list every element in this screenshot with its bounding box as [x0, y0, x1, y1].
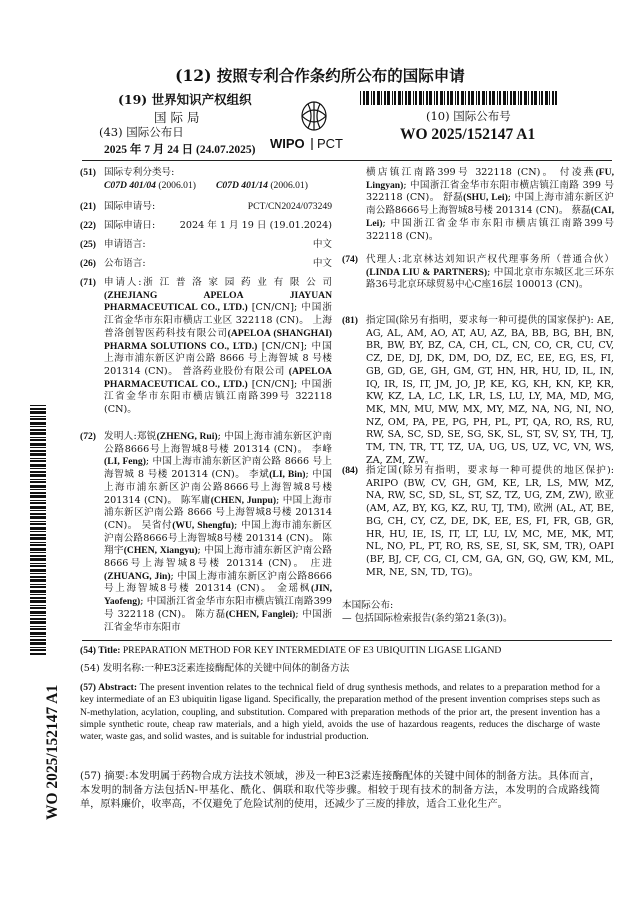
inventor-11-en: (SHU, Lei): [463, 192, 508, 204]
barcode-bar: [30, 600, 46, 603]
barcode-bar: [366, 91, 369, 105]
inventor-9-address-cont: 横店镇江南路399号 322118 (CN)。 付凌燕: [366, 167, 596, 178]
barcode-bar: [30, 639, 46, 641]
inventor-4-address: ; 中国上海市浦东新区沪南公路 8666 号上海智城8号楼 201314 (CN)。: [104, 494, 332, 531]
barcode-bar: [30, 510, 46, 511]
abstract-english-text: The present invention relates to the technical field of drug synthesis methods, and relates to a preparation method for a key intermediate of an E3 ubiquitin ligase ligand. Specifically, the preparation method of the present invention comprises steps such as N-methylation, acylation, coupling, and substitution. Compared with preparation methods of the prior art, the present invention has a simple synthetic route, cheap raw materials, and a high yield, avoids the use of hazardous reagents, reduces the discharge of waste water, waste gas, and solid wastes, and is suitable for industrial production.: [80, 682, 601, 743]
barcode-bar: [30, 468, 46, 469]
applicants-label: 申请人:: [104, 277, 142, 288]
barcode-bar: [447, 91, 449, 105]
barcode-bar: [468, 91, 470, 105]
barcode-bar: [497, 91, 498, 105]
inventor-2-name: 李峰: [312, 443, 333, 455]
barcode-bar: [30, 597, 46, 599]
barcode-bar: [30, 584, 46, 585]
barcode-bar: [30, 527, 46, 530]
ipc-class-1: C07D 401/04: [104, 179, 156, 191]
barcode-bar: [377, 91, 380, 105]
barcode-bar: [30, 489, 46, 490]
barcode-bar: [408, 91, 411, 105]
barcode-bar: [30, 565, 46, 567]
entry-22-number: (22): [80, 220, 96, 231]
document-title: (12) 按照专利合作条约所公布的国际申请: [175, 66, 465, 85]
barcode-bar: [486, 91, 487, 105]
inventor-8-en: (JIN, Yaofeng): [104, 583, 333, 608]
publication-number-value: WO 2025/152147 A1: [400, 126, 536, 143]
barcode-bar: [503, 91, 506, 105]
inventors-continued: [342, 167, 614, 243]
entry-51-label: 国际专利分类号:: [104, 167, 175, 178]
entry-26: [80, 258, 332, 271]
barcode-bar: [476, 91, 477, 105]
barcode-bar: [30, 405, 46, 406]
barcode-bar: [30, 513, 46, 515]
entry-25-number: (25): [80, 239, 96, 250]
title-chinese: [80, 663, 600, 675]
barcode-bar: [30, 590, 46, 593]
barcode-bar: [30, 586, 46, 588]
barcode-bar: [30, 628, 46, 630]
inventors-continued-text: [366, 167, 614, 243]
inventor-5-name: 吴省付: [141, 519, 173, 531]
inventor-11-address: ; 中国上海市浦东新区沪南公路8666号上海智城8号楼 201314 (CN)。 蔡磊: [366, 192, 614, 217]
entry-25: [80, 239, 332, 252]
international-bureau: 国 际 局: [154, 110, 200, 125]
barcode-bar: [387, 91, 390, 105]
abstract-english: [80, 682, 600, 743]
entry-22: [80, 220, 332, 233]
barcode-bar: [30, 555, 46, 557]
barcode-bar: [30, 636, 46, 637]
barcode-bar: [30, 653, 46, 655]
barcode-bar: [465, 91, 466, 105]
barcode-bar: [455, 91, 456, 105]
entry-51-number: (51): [80, 167, 96, 178]
barcode-bar: [524, 91, 527, 105]
barcode-bar: [30, 506, 46, 509]
barcode-bar: [513, 91, 516, 105]
barcode-bar: [30, 426, 46, 427]
ipc-date-1: (2006.01): [158, 179, 196, 191]
inventor-1-name: 郑锐: [136, 431, 157, 442]
applicant-3-en: (APELOA PHARMACEUTICAL CO., LTD.): [104, 365, 332, 390]
barcode-bar: [482, 91, 485, 105]
barcode-bar: [381, 91, 382, 105]
entry-72-number: (72): [80, 431, 96, 442]
barcode-bar: [371, 91, 372, 105]
barcode-bar: [30, 569, 46, 572]
entry-25-label: 申请语言:: [104, 239, 146, 250]
entry-26-label: 公布语言:: [104, 258, 146, 269]
barcode-bar: [30, 542, 46, 543]
barcode-bar: [555, 91, 557, 105]
inventor-1-en: (ZHENG, Rui): [156, 431, 218, 442]
barcode-bar: [413, 91, 414, 105]
barcode-bar: [30, 615, 46, 616]
barcode-bar: [30, 474, 46, 477]
barcode-bar: [405, 91, 407, 105]
title-english-text: PREPARATION METHOD FOR KEY INTERMEDIATE OF E3 UBIQUITIN LIGASE LIGAND: [122, 645, 502, 656]
barcode-bar: [30, 611, 46, 614]
side-barcode-graphic: [30, 405, 46, 655]
applicant-1-en: (ZHEJIANG APELOA JIAYUAN PHARMACEUTICAL CO., LTD.): [104, 289, 332, 314]
ipc-class-2: C07D 401/14: [215, 179, 268, 191]
barcode-bar: [30, 642, 46, 645]
barcode-bar: [30, 521, 46, 522]
ipc-date-2: (2006.01): [270, 179, 308, 191]
left-column: [80, 167, 332, 637]
inventor-9-en: (CHEN, Fanglei): [225, 608, 296, 620]
top-barcode-graphic: [360, 91, 557, 105]
barcode-bar: [30, 500, 46, 501]
barcode-bar: [492, 91, 495, 105]
entry-51: [80, 167, 332, 192]
publication-number-label: (10) 国际公布号: [426, 109, 511, 123]
barcode-bar: [30, 416, 46, 417]
barcode-bar: [444, 91, 445, 105]
agent-label: 代理人:: [366, 254, 402, 265]
entry-74-number: (74): [342, 254, 358, 265]
applicant-2-en: (APELOA (SHANGHAI) PHARMA SOLUTIONS CO., LTD.): [104, 327, 333, 352]
entry-74: [342, 254, 614, 292]
inventor-4-name: 陈军庸: [180, 494, 211, 506]
published-label: 本国际公布:: [342, 600, 394, 611]
publication-date-block: [99, 124, 314, 157]
barcode-bar: [30, 411, 46, 414]
wipo-logo-text: WIPO: [270, 136, 305, 151]
barcode-bar: [457, 91, 459, 105]
barcode-bar: [30, 607, 46, 609]
barcode-bar: [510, 91, 512, 105]
barcode-bar: [30, 458, 46, 459]
abstract-chinese-label: (57) 摘要:: [80, 771, 129, 782]
barcode-bar: [30, 621, 46, 624]
inventor-10-address: ; 中国浙江省金华市东阳市横店镇江南路 399 号 322118 (CN)。 舒磊: [366, 179, 614, 204]
barcode-bar: [534, 91, 537, 105]
inventor-2-address: ; 中国上海市浦东新区沪南公路 8666 号上海智城 8 号楼 201314 (CN)。: [104, 456, 332, 481]
publication-number-block: [400, 108, 600, 144]
publication-date-label: (43) 国际公布日: [99, 125, 184, 139]
abstract-chinese: [80, 770, 600, 812]
inventor-5-address: ; 中国上海市浦东新区沪南公路8666号上海智城8号楼 201314 (CN)。: [104, 519, 332, 544]
barcode-bar: [30, 649, 46, 651]
barcode-bar: [30, 453, 46, 456]
header-divider: [82, 160, 612, 161]
title-chinese-label: (54) 发明名称:: [80, 663, 145, 674]
barcode-bar: [30, 481, 46, 483]
barcode-bar: [30, 422, 46, 425]
barcode-bar: [30, 495, 46, 498]
entry-84: [342, 465, 614, 579]
application-number: PCT/CN2024/073249: [247, 201, 332, 212]
barcode-bar: [30, 548, 46, 551]
barcode-bar: [384, 91, 386, 105]
inventor-6-en: (CHEN, Xiangyu): [123, 545, 198, 557]
section-divider: [82, 640, 612, 641]
entry-21-number: (21): [80, 201, 96, 212]
side-barcode: [30, 405, 46, 655]
barcode-bar: [30, 552, 46, 553]
filing-language: 中文: [312, 239, 332, 250]
inventors-text: [104, 431, 332, 634]
entry-21: [80, 201, 332, 214]
barcode-bar: [436, 91, 438, 105]
barcode-bar: [30, 408, 46, 410]
designated-states-regional: 指定国(除另有指明，要求每一种可提供的地区保护): ARIPO (BW, CV, GH, GM, KE, LR, LS, MW, MZ, NA, RW, SC, SD, SL, ST, SZ, TZ, UG, ZM, ZW), 欧亚 (AM, AZ, BY, KG, KZ, RU, TJ, TM), 欧洲 (AL, AT, BE, BG, CH, CY, CZ, DE, DK, EE, ES, FI, FR, GB, GR, HR, HU, IE, IS, IT, LT, LU, LV, MC, ME, MK, MT, NL, NO, PL, PT, RO, RS, SE, SI, SK, SM, TR), OAPI (BF, BJ, CF, CG, CI, CM, GA, GN, GQ, GW, KM, ML, MR, NE, SN, TD, TG)。: [366, 465, 614, 578]
barcode-bar: [499, 91, 501, 105]
inventor-8-address: ; 中国浙江省金华市东阳市横店镇江南路399号 322118 (CN)。: [104, 596, 332, 620]
barcode-bar: [30, 443, 46, 446]
top-barcode: [360, 90, 557, 104]
barcode-bar: [541, 91, 543, 105]
barcode-bar: [30, 460, 46, 462]
designated-states-national: 指定国(除另有指明，要求每一种可提供的国家保护): AE, AG, AL, AM, AO, AT, AU, AZ, BA, BB, BG, BH, BN, BR, BW, BY, BZ, CA, CH, CL, CN, CO, CR, CU, CV, CZ, DE, DJ, DK, DM, DO, DZ, EC, EE, EG, ES, FI, GB, GD, GE, GH, GM, GT, HN, HR, HU, ID, IL, IN, IQ, IR, IS, IT, JM, JO, JP, KE, KG, KH, KN, KP, KR, KW, KZ, LA, LC, LK, LR, LS, LU, LY, MA, MD, MG, MK, MN, MU, MW, MX, MY, MZ, NA, NG, NI, NO, NZ, OM, PA, PE, PG, PH, PL, PT, QA, RO, RS, RU, RW, SA, SC, SD, SE, SG, SK, SL, ST, SV, SY, TH, TJ, TM, TN, TR, TT, TZ, UA, UG, US, UZ, VC, VN, WS, ZA, ZM, ZW。: [366, 315, 614, 466]
barcode-bar: [549, 91, 550, 105]
barcode-bar: [545, 91, 548, 105]
barcode-bar: [30, 450, 46, 452]
barcode-bar: [30, 492, 46, 494]
barcode-bar: [426, 91, 428, 105]
barcode-bar: [30, 502, 46, 504]
abstract-chinese-text: 本发明属于药物合成方法技术领域，涉及一种E3泛素连接酶配体的关键中间体的制备方法。具体而言，本发明的制备方法包括N-甲基化、酰化、偶联和取代等步骤。相较于现有技术的制备方法，本发明的合成路线简单，原料廉价，收率高，不仅避免了危险试剂的使用，还减少了三废的排放，适合工业化生产。: [80, 771, 600, 810]
applicant-3-name: 普洛药业股份有限公司: [182, 365, 286, 377]
entry-81: [342, 315, 614, 467]
barcode-bar: [30, 632, 46, 635]
barcode-bar: [415, 91, 417, 105]
barcode-bar: [30, 576, 46, 578]
barcode-bar: [461, 91, 464, 105]
inventor-6-name: 陈翔宇: [104, 532, 332, 557]
barcode-bar: [489, 91, 491, 105]
barcode-bar: [30, 626, 46, 627]
published-item: — 包括国际检索报告(条约第21条(3))。: [342, 612, 513, 624]
entry-71-number: (71): [80, 277, 96, 288]
barcode-bar: [392, 91, 393, 105]
inventor-6-address: ; 中国上海市浦东新区沪南公路8666号上海智城8号楼 201314 (CN)。: [104, 545, 332, 570]
title-english: [80, 645, 600, 657]
applicant-3-address: [CN/CN]; 中国浙江省金华市东阳市横店镇江南路399号 322118 (CN)。: [104, 378, 332, 416]
barcode-bar: [30, 447, 46, 448]
organization-block: [118, 90, 278, 126]
inventor-2-en: (LI, Feng): [104, 456, 146, 468]
barcode-bar: [30, 471, 46, 473]
applicant-2-name: 上海普洛创智医药科技有限公司: [104, 315, 332, 339]
barcode-bar: [434, 91, 435, 105]
barcode-bar: [30, 464, 46, 467]
inventor-3-en: (LI, Bin): [269, 469, 306, 481]
publication-language: 中文: [312, 258, 332, 269]
barcode-bar: [440, 91, 443, 105]
barcode-bar: [394, 91, 396, 105]
agent-address: ; 中国北京市东城区北三环东路36号北京环球贸易中心C座16层 100013 (CN)。: [366, 266, 614, 291]
barcode-bar: [520, 91, 522, 105]
barcode-bar: [450, 91, 453, 105]
entry-21-label: 国际申请号:: [104, 201, 156, 212]
entry-84-number: (84): [342, 465, 358, 476]
agent-name: 北京林达刘知识产权代理事务所（普通合伙）: [401, 254, 615, 265]
applicant-2-address: [CN/CN]; 中国上海市浦东新区沪南公路 8666 号上海智城 8 号楼 201314 (CN)。: [104, 340, 332, 377]
inventor-9-address: ; 中国浙江省金华市东阳市: [104, 608, 332, 633]
barcode-bar: [30, 563, 46, 564]
barcode-bar: [30, 485, 46, 488]
applicant-1-name: 浙 江 普 洛 家 园 药 业 有 限 公 司: [141, 277, 333, 288]
agent-en: (LINDA LIU & PARTNERS): [366, 266, 488, 278]
inventor-5-en: (WU, Shengfu): [172, 519, 235, 531]
title-english-label: (54) Title:: [80, 645, 121, 656]
barcode-bar: [478, 91, 480, 105]
inventor-4-en: (CHEN, Junpu): [210, 494, 277, 506]
inventor-3-address: ; 中国上海市浦东新区沪南公路8666号上海智城8号楼 201314 (CN)。: [104, 469, 332, 506]
publication-date-value: 2025 年 7 月 24 日 (24.07.2025): [104, 144, 256, 156]
inventor-7-address: ; 中国上海市浦东新区沪南公路8666号上海智城8号楼 201314 (CN)。: [104, 570, 332, 595]
barcode-bar: [531, 91, 533, 105]
barcode-bar: [30, 516, 46, 519]
barcode-bar: [30, 432, 46, 435]
barcode-bar: [402, 91, 403, 105]
barcode-bar: [30, 573, 46, 574]
inventor-12-address: ; 中国浙江省金华市东阳市横店镇江南路399号 322118 (CN)。: [366, 217, 614, 242]
inventors-label: 发明人:: [104, 431, 137, 442]
barcode-bar: [518, 91, 519, 105]
barcode-bar: [528, 91, 529, 105]
barcode-bar: [30, 558, 46, 561]
right-column: [342, 167, 614, 637]
barcode-bar: [471, 91, 474, 105]
entry-71: [80, 277, 332, 417]
barcode-bar: [30, 647, 46, 648]
barcode-bar: [30, 429, 46, 431]
barcode-bar: [552, 91, 554, 105]
barcode-bar: [30, 437, 46, 438]
title-chinese-text: 一种E3泛素连接酶配体的关键中间体的制备方法: [144, 663, 350, 674]
published-with: [342, 600, 614, 625]
inventor-10-en: (FU, Lingyan): [366, 167, 614, 191]
barcode-bar: [30, 618, 46, 620]
agent-text: [366, 254, 614, 292]
inventor-12-en: (CAI, Lei): [366, 205, 614, 229]
inventor-8-name: 金瑶枫: [277, 583, 311, 595]
pct-logo-text: PCT: [317, 136, 343, 151]
barcode-bar: [429, 91, 432, 105]
inventor-7-name: 庄进: [310, 558, 332, 570]
barcode-bar: [30, 537, 46, 540]
barcode-bar: [30, 418, 46, 420]
barcode-bar: [30, 594, 46, 595]
applicant-1-address: [CN/CN]; 中国浙江省金华市东阳市横店工业区 322118 (CN)。: [104, 302, 332, 327]
barcode-bar: [30, 523, 46, 525]
barcode-bar: [30, 439, 46, 441]
entry-81-number: (81): [342, 315, 358, 326]
inventor-9-name: 陈方磊: [195, 608, 226, 620]
organization-name: (19) 世界知识产权组织: [118, 92, 252, 107]
inventor-3-name: 李斌: [249, 469, 270, 481]
applicants-text: [104, 277, 332, 417]
barcode-bar: [419, 91, 422, 105]
barcode-bar: [30, 479, 46, 480]
barcode-bar: [30, 531, 46, 532]
barcode-bar: [373, 91, 375, 105]
barcode-bar: [423, 91, 424, 105]
abstract-english-label: (57) Abstract:: [80, 682, 138, 693]
entry-72: [80, 431, 332, 634]
barcode-bar: [507, 91, 508, 105]
barcode-bar: [398, 91, 401, 105]
inventor-1-address: ; 中国上海市浦东新区沪南公路8666号上海智城8号楼 201314 (CN)。: [104, 431, 332, 455]
entry-26-number: (26): [80, 258, 96, 269]
barcode-bar: [30, 544, 46, 546]
barcode-bar: [30, 605, 46, 606]
entry-22-label: 国际申请日:: [104, 220, 156, 231]
inventor-7-en: (ZHUANG, Jin): [104, 570, 171, 582]
barcode-bar: [30, 534, 46, 536]
barcode-bar: [539, 91, 540, 105]
barcode-bar: [30, 579, 46, 582]
filing-date: 2024 年 1 月 19 日 (19.01.2024): [179, 220, 332, 231]
side-publication-number-text: WO 2025/152147 A1: [44, 684, 61, 820]
